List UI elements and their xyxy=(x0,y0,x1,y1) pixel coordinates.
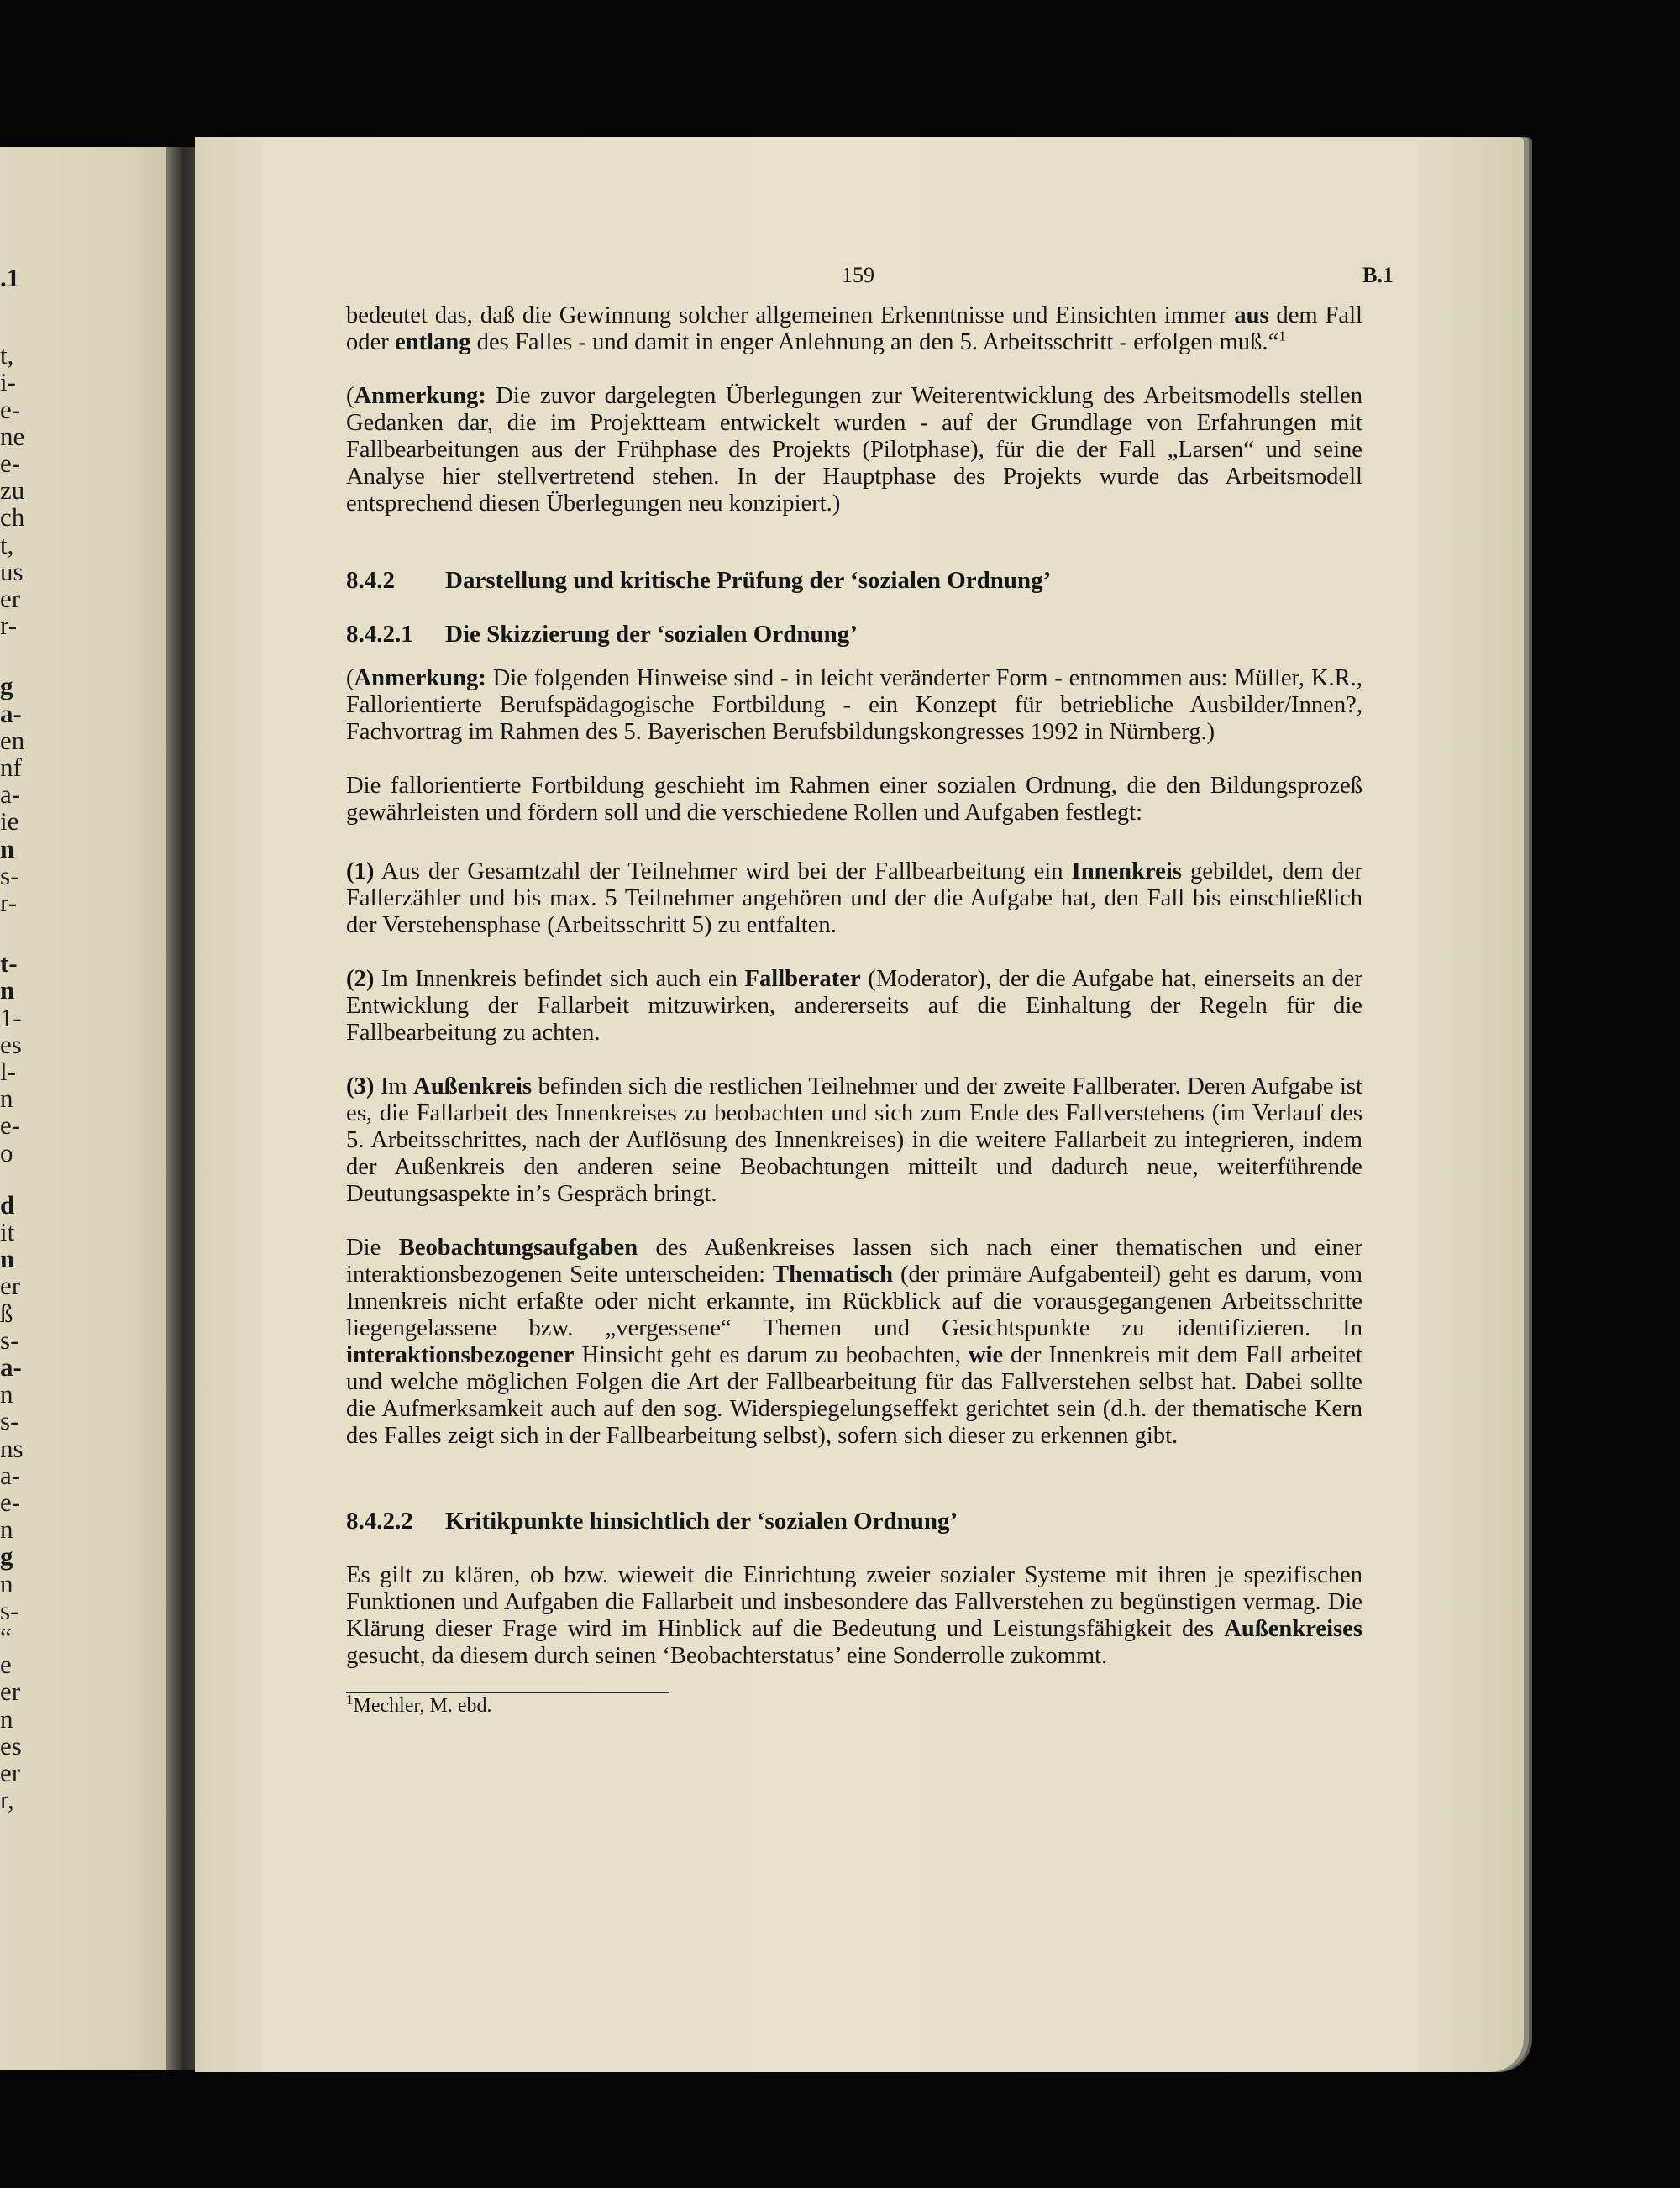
left-page-fragment: e- xyxy=(0,449,21,478)
left-page-fragment: n xyxy=(0,1703,13,1734)
heading-number: 8.4.2.1 xyxy=(346,621,413,648)
page-content xyxy=(346,263,1394,1718)
heading-title: Die Skizzierung der ‘sozialen Ordnung’ xyxy=(445,621,858,648)
paragraph-note-1 xyxy=(346,383,1362,517)
page-number: 159 xyxy=(842,263,874,287)
left-page-fragment: n xyxy=(0,1084,13,1114)
paragraph-critique xyxy=(346,1562,1362,1670)
text-run: Die folgenden Hinweise sind - in leicht veränderter Form - entnommen aus: Müller, K.R., Fallorientierte Berufspädagogische Fortbildung - ein Konzept für betriebliche Ausbilder/Innen?, Fachvortrag im Rahmen des 5. Bayerischen Berufsbildungskongresses 1992 in Nürnberg.) xyxy=(346,665,1362,745)
bold-run: Außenkreises xyxy=(1224,1616,1362,1642)
left-page-fragment: nf xyxy=(0,753,22,782)
text-run: Die xyxy=(346,1235,399,1261)
left-page-fragment: ie xyxy=(0,806,19,837)
left-page-fragment: n xyxy=(0,1568,13,1598)
paragraph-item-3 xyxy=(346,1073,1362,1208)
left-page-fragment: er xyxy=(0,1758,21,1787)
paragraph-note-2 xyxy=(346,665,1362,746)
left-page-text-fragments xyxy=(0,147,181,2070)
left-page-fragment: a- xyxy=(0,698,22,728)
heading-8-4-2-1 xyxy=(346,620,1362,648)
text-run: befinden sich die restlichen Teilnehmer und der zweite Fallberater. Deren Aufgabe ist es, die Fallarbeit des Innenkreises zu beobachten und sich zum Ende des Fallverstehens (im Verlauf des 5. Arbeitsschrittes, nach der Auflösung des Innenkreises) in die weitere Fallarbeit zu integrieren, indem der Außenkreis den anderen seine Beobachtungen mitteilt und dadurch neue, weiterführende Deutungsaspekte in’s Gespräch bringt. xyxy=(346,1073,1363,1207)
heading-8-4-2-2 xyxy=(346,1507,1362,1535)
section-marker: B.1 xyxy=(1362,263,1394,287)
text-run: des Außenkreises lassen sich nach einer thematischen und einer interaktionsbezogenen Seite unterscheiden: xyxy=(346,1235,1362,1288)
text-run: Aus der Gesamtzahl der Teilnehmer wird bei der Fallbearbeitung ein xyxy=(374,858,1072,884)
left-page-fragment: n xyxy=(0,833,15,863)
footnote-text: Mechler, M. ebd. xyxy=(353,1695,492,1717)
left-page-fragment: n xyxy=(0,1244,15,1274)
text-run: gesucht, da diesem durch seinen ‘Beobachterstatus’ eine Sonderrolle zukommt. xyxy=(346,1643,1108,1669)
bold-run: wie xyxy=(968,1342,1004,1368)
left-page-fragment: g xyxy=(0,1541,13,1571)
text-run: des Falles - und damit in enger Anlehnung an den 5. Arbeitsschritt - erfolgen muß.“ xyxy=(470,329,1279,355)
left-page-fragment: es xyxy=(0,1029,22,1059)
left-page-fragment: r- xyxy=(0,888,18,917)
heading-number: 8.4.2.2 xyxy=(346,1508,413,1535)
left-page-fragment: r- xyxy=(0,611,18,641)
left-page-fragment: en xyxy=(0,725,25,755)
left-page-fragment: s- xyxy=(0,1406,19,1436)
item-number: (2) xyxy=(346,966,375,992)
left-page-fragment: er xyxy=(0,584,21,613)
left-page-fragment: ns xyxy=(0,1433,24,1463)
left-page-fragment: er xyxy=(0,1676,21,1707)
left-page-fragment: .1 xyxy=(0,263,20,292)
text-run: (Moderator), der die Aufgabe hat, einerseits an der Entwicklung der Fallarbeit mitzuwirken, andererseits auf die Einhaltung der Regeln für die Fallbearbeitung zu achten. xyxy=(346,966,1363,1046)
left-page-fragment: es xyxy=(0,1730,22,1760)
left-page-fragment: e- xyxy=(0,1488,21,1517)
left-page-fragment: ß xyxy=(0,1298,13,1328)
bold-run: Beobachtungsaufgaben xyxy=(398,1235,638,1261)
bold-run: entlang xyxy=(394,329,471,355)
text-run: Hinsicht geht es darum zu beobachten, xyxy=(574,1342,969,1368)
text-run: Im xyxy=(374,1073,414,1099)
text-run: Die zuvor dargelegten Überlegungen zur Weiterentwicklung des Arbeitsmodells stellen Gedanken dar, die im Projektteam entwickelt wurden - auf der Grundlage von Erfahrungen mit Fallbearbeitungen aus der Frühphase des Projekts (Pilotphase), für die der Fall „Larsen“ und seine Analyse hier stellvertretend stehen. In der Hauptphase des Projekts wurde das Arbeitsmodell entsprechend diesen Überlegungen neu konzipiert.) xyxy=(346,383,1362,517)
item-number: (3) xyxy=(346,1073,375,1099)
text-run: der Innenkreis mit dem Fall arbeitet und welche möglichen Folgen die Art der Fallbearbeitung für das Fallverstehen selbst hat. Dabei sollte die Aufmerksamkeit auch auf den sog. Widerspiegelungseffekt gerichtet sein (d.h. der thematische Kern des Falles zeigt sich in der Fallbearbeitung selbst), sofern sich dieser zu erkennen gibt. xyxy=(346,1342,1362,1449)
bold-run: Thematisch xyxy=(773,1262,894,1288)
paragraph-observation-tasks xyxy=(346,1235,1362,1450)
heading-8-4-2 xyxy=(346,566,1362,595)
left-page-fragment: d xyxy=(0,1189,15,1220)
left-page-fragment: t, xyxy=(0,340,14,370)
left-page-fragment: e- xyxy=(0,394,21,424)
left-page-fragment: 1- xyxy=(0,1002,22,1032)
paragraph-intro: Die fallorientierte Fortbildung geschieht im Rahmen einer sozialen Ordnung, die den Bildungsprozeß gewährleisten und fördern soll und die verschiedene Rollen und Aufgaben festlegt: xyxy=(346,773,1362,826)
heading-title: Kritikpunkte hinsichtlich der ‘sozialen Ordnung’ xyxy=(445,1508,958,1535)
bold-run: Innenkreis xyxy=(1071,858,1182,884)
bold-run: Fallberater xyxy=(744,966,861,992)
left-page-fragment: ch xyxy=(0,502,25,533)
left-page-fragment: ne xyxy=(0,421,25,451)
left-facing-page xyxy=(0,147,181,2070)
left-page-fragment: s- xyxy=(0,860,19,890)
text-run: bedeutet das, daß die Gewinnung solcher allgemeinen Erkenntnisse und Einsichten immer xyxy=(346,302,1235,328)
left-page-fragment: i- xyxy=(0,367,16,397)
bold-run: Außenkreis xyxy=(413,1073,533,1099)
left-page-fragment: n xyxy=(0,1379,13,1409)
bold-run: interaktionsbezogener xyxy=(346,1342,575,1368)
heading-number: 8.4.2 xyxy=(346,567,395,594)
text-run: dem Fall oder xyxy=(346,302,1362,355)
left-page-fragment: e xyxy=(0,1650,12,1680)
left-page-fragment: s- xyxy=(0,1325,19,1355)
bold-run: Anmerkung: xyxy=(354,665,486,691)
left-page-fragment: n xyxy=(0,975,15,1005)
heading-title: Darstellung und kritische Prüfung der ‘sozialen Ordnung’ xyxy=(445,567,1052,594)
footnote-reference: 1 xyxy=(1278,328,1286,344)
left-page-fragment: t, xyxy=(0,529,14,559)
text-run: Es gilt zu klären, ob bzw. wieweit die Einrichtung zweier sozialer Systeme mit ihren je spezifischen Funktionen und Aufgaben die Fallarbeit und insbesondere das Fallverstehen zu begünstigen vermag. Die Klärung dieser Frage wird im Hinblick auf die Bedeutung und Leistungsfähigkeit des xyxy=(346,1562,1362,1642)
item-number: (1) xyxy=(346,858,375,884)
text-run: ( xyxy=(346,383,354,409)
left-page-fragment: n xyxy=(0,1514,13,1545)
paragraph-item-2 xyxy=(346,966,1362,1047)
left-page-fragment: o xyxy=(0,1137,13,1167)
left-page-fragment: er xyxy=(0,1271,21,1301)
left-page-fragment: t- xyxy=(0,948,18,979)
text-run: Im Innenkreis befindet sich auch ein xyxy=(374,966,745,992)
left-page-fragment: a- xyxy=(0,1460,21,1490)
left-page-fragment: “ xyxy=(0,1623,12,1652)
paragraph-item-1 xyxy=(346,858,1362,939)
left-page-fragment: e- xyxy=(0,1110,21,1141)
footnote xyxy=(346,1693,1362,1718)
left-page-fragment: l- xyxy=(0,1057,16,1086)
left-page-fragment: us xyxy=(0,556,24,586)
left-page-fragment: a- xyxy=(0,779,21,810)
book-page xyxy=(195,137,1524,2072)
left-page-fragment: r, xyxy=(0,1785,14,1815)
text-run: (der primäre Aufgabenteil) geht es darum, vom Innenkreis nicht erfaßte oder nicht erkannte, im Rückblick auf die vorausgegangenen Arbeitsschritte liegengelassene bzw. „vergessene“ Themen und Gesichtspunkte zu identifizieren. In xyxy=(346,1262,1362,1341)
footnote-number: 1 xyxy=(346,1692,354,1708)
text-run: ( xyxy=(346,665,354,691)
page-header xyxy=(346,263,1394,296)
text-run: gebildet, dem der Fallerzähler und bis max. 5 Teilnehmer angehören und der die Aufgabe hat, den Fall bis einschließlich der Verstehensphase (Arbeitsschritt 5) zu entfalten. xyxy=(346,858,1362,938)
paragraph-1 xyxy=(346,302,1362,356)
left-page-fragment: a- xyxy=(0,1352,22,1382)
bold-run: aus xyxy=(1234,302,1269,328)
bold-run: Anmerkung: xyxy=(354,383,486,409)
left-page-fragment: s- xyxy=(0,1595,19,1625)
left-page-fragment: g xyxy=(0,671,13,701)
left-page-fragment: it xyxy=(0,1217,15,1246)
left-page-fragment: zu xyxy=(0,475,25,506)
